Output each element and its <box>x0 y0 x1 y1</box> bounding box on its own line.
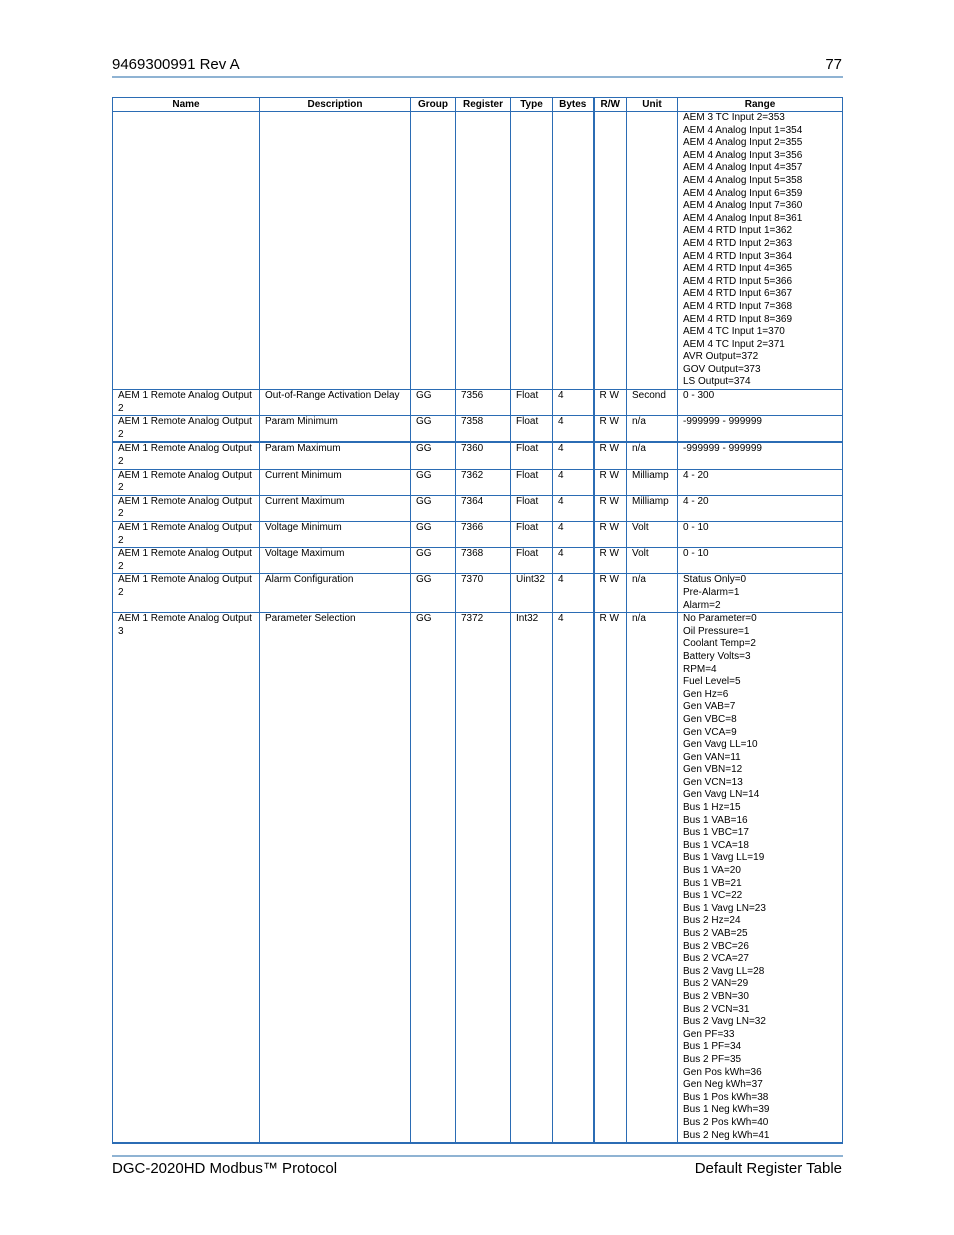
cell-bytes: 4 <box>553 522 594 548</box>
range-value: Bus 1 PF=34 <box>683 1041 742 1053</box>
cell-description: Param Maximum <box>260 442 411 469</box>
range-value: Bus 2 Vavg LL=28 <box>683 965 765 977</box>
cell-register: 7360 <box>456 442 511 469</box>
cell-group: GG <box>411 390 456 416</box>
cell-rw: R W <box>594 416 627 443</box>
cell-description: Voltage Maximum <box>260 548 411 574</box>
range-value: Gen VBC=8 <box>683 713 737 725</box>
cell-rw <box>594 112 627 390</box>
range-value: AEM 4 RTD Input 7=368 <box>683 300 793 312</box>
cell-register: 7366 <box>456 522 511 548</box>
cell-range <box>678 112 843 390</box>
table-row <box>113 613 843 1143</box>
cell-unit: n/a <box>627 574 678 613</box>
range-value: Bus 2 VCN=31 <box>683 1003 750 1015</box>
cell-description: Alarm Configuration <box>260 574 411 613</box>
cell-type: Float <box>511 548 553 574</box>
range-value: Bus 1 VBC=17 <box>683 827 749 839</box>
cell-rw: R W <box>594 495 627 521</box>
cell-group: GG <box>411 495 456 521</box>
range-value: AEM 3 TC Input 2=353 <box>683 112 785 123</box>
range-value: AVR Output=372 <box>683 351 759 363</box>
column-header-rw: R/W <box>594 98 627 112</box>
cell-rw: R W <box>594 390 627 416</box>
table-row <box>113 416 843 443</box>
range-value: AEM 4 RTD Input 5=366 <box>683 275 793 287</box>
cell-group: GG <box>411 416 456 443</box>
column-header-register: Register <box>456 98 511 112</box>
cell-register: 7358 <box>456 416 511 443</box>
column-header-description: Description <box>260 98 411 112</box>
column-header-group: Group <box>411 98 456 112</box>
cell-description <box>260 112 411 390</box>
page-footer <box>112 1160 842 1180</box>
range-value: AEM 4 RTD Input 8=369 <box>683 313 793 325</box>
range-value: Oil Pressure=1 <box>683 625 750 637</box>
cell-unit: Volt <box>627 548 678 574</box>
cell-register: 7370 <box>456 574 511 613</box>
register-table <box>112 97 843 1144</box>
cell-range <box>678 469 843 495</box>
range-value: AEM 4 RTD Input 6=367 <box>683 288 793 300</box>
table-header-row <box>113 98 843 112</box>
range-value: Gen VCA=9 <box>683 726 737 738</box>
range-value: AEM 4 RTD Input 1=362 <box>683 225 793 237</box>
cell-description: Voltage Minimum <box>260 522 411 548</box>
range-value: Bus 1 Pos kWh=38 <box>683 1091 769 1103</box>
range-value: Gen Vavg LL=10 <box>683 739 758 751</box>
cell-type: Float <box>511 442 553 469</box>
range-value: Bus 2 Pos kWh=40 <box>683 1116 769 1128</box>
cell-type: Float <box>511 469 553 495</box>
range-value: Bus 1 Vavg LN=23 <box>683 902 766 914</box>
range-value: Bus 1 VB=21 <box>683 877 742 889</box>
cell-unit: Volt <box>627 522 678 548</box>
range-value: Bus 1 VC=22 <box>683 890 743 902</box>
cell-type: Float <box>511 495 553 521</box>
cell-rw: R W <box>594 548 627 574</box>
cell-name: AEM 1 Remote Analog Output 2 <box>113 390 260 416</box>
cell-range <box>678 416 843 443</box>
cell-description: Current Maximum <box>260 495 411 521</box>
table-row <box>113 548 843 574</box>
range-value: AEM 4 RTD Input 4=365 <box>683 263 793 275</box>
range-value: 0 - 10 <box>683 522 709 533</box>
cell-register <box>456 112 511 390</box>
cell-range <box>678 442 843 469</box>
range-value: Bus 2 Vavg LN=32 <box>683 1016 766 1028</box>
cell-description: Param Minimum <box>260 416 411 443</box>
range-value: LS Output=374 <box>683 376 751 388</box>
cell-rw: R W <box>594 613 627 1143</box>
range-value: AEM 4 Analog Input 7=360 <box>683 200 803 212</box>
range-value: 0 - 10 <box>683 548 709 560</box>
range-value: Gen Pos kWh=36 <box>683 1066 762 1078</box>
cell-unit: Milliamp <box>627 495 678 521</box>
cell-group <box>411 112 456 390</box>
range-value: Gen Neg kWh=37 <box>683 1079 763 1091</box>
cell-register: 7356 <box>456 390 511 416</box>
cell-unit <box>627 112 678 390</box>
cell-group: GG <box>411 442 456 469</box>
range-value: Bus 2 PF=35 <box>683 1053 742 1065</box>
cell-type: Int32 <box>511 613 553 1143</box>
range-value: Gen Hz=6 <box>683 688 729 700</box>
range-value: Bus 1 Neg kWh=39 <box>683 1104 770 1116</box>
range-value: Gen PF=33 <box>683 1028 735 1040</box>
table-body <box>113 112 843 1144</box>
range-value: Fuel Level=5 <box>683 676 741 688</box>
cell-range <box>678 522 843 548</box>
cell-type <box>511 112 553 390</box>
column-header-bytes: Bytes <box>553 98 594 112</box>
range-value: AEM 4 TC Input 1=370 <box>683 326 785 338</box>
cell-type: Float <box>511 416 553 443</box>
cell-group: GG <box>411 574 456 613</box>
range-value: Bus 1 VA=20 <box>683 865 741 877</box>
cell-register: 7372 <box>456 613 511 1143</box>
range-value: No Parameter=0 <box>683 613 757 625</box>
cell-group: GG <box>411 613 456 1143</box>
cell-register: 7364 <box>456 495 511 521</box>
range-value: Gen Vavg LN=14 <box>683 789 760 801</box>
cell-name: AEM 1 Remote Analog Output 2 <box>113 416 260 443</box>
cell-name <box>113 112 260 390</box>
range-value: AEM 4 RTD Input 3=364 <box>683 250 793 262</box>
cell-bytes: 4 <box>553 574 594 613</box>
range-value: Bus 2 VCA=27 <box>683 953 749 965</box>
cell-type: Float <box>511 522 553 548</box>
range-value: Bus 2 Hz=24 <box>683 915 741 927</box>
range-value: GOV Output=373 <box>683 363 761 375</box>
cell-range <box>678 574 843 613</box>
range-value: AEM 4 RTD Input 2=363 <box>683 237 793 249</box>
cell-register: 7362 <box>456 469 511 495</box>
cell-name: AEM 1 Remote Analog Output 2 <box>113 574 260 613</box>
cell-rw: R W <box>594 522 627 548</box>
range-value: Bus 2 VBN=30 <box>683 990 749 1002</box>
cell-description: Out-of-Range Activation Delay <box>260 390 411 416</box>
table-row <box>113 442 843 469</box>
cell-range <box>678 613 843 1143</box>
cell-name: AEM 1 Remote Analog Output 2 <box>113 522 260 548</box>
range-value: Bus 1 Vavg LL=19 <box>683 852 765 864</box>
range-value: Bus 2 Neg kWh=41 <box>683 1129 770 1141</box>
range-value: Gen VCN=13 <box>683 776 743 788</box>
cell-unit: n/a <box>627 416 678 443</box>
cell-range <box>678 548 843 574</box>
range-value: 4 - 20 <box>683 495 709 507</box>
range-value: Bus 1 Hz=15 <box>683 802 741 814</box>
cell-register: 7368 <box>456 548 511 574</box>
footer-section: Default Register Table <box>694 1160 842 1177</box>
range-value: -999999 - 999999 <box>683 443 762 455</box>
cell-name: AEM 1 Remote Analog Output 2 <box>113 548 260 574</box>
range-value: Alarm=2 <box>683 599 721 611</box>
cell-type: Uint32 <box>511 574 553 613</box>
cell-unit: n/a <box>627 613 678 1143</box>
range-value: AEM 4 Analog Input 3=356 <box>683 149 803 161</box>
range-value: Status Only=0 <box>683 574 747 586</box>
range-value: Bus 2 VBC=26 <box>683 940 749 952</box>
cell-group: GG <box>411 548 456 574</box>
page-header <box>112 56 842 76</box>
page-number: 77 <box>825 56 842 73</box>
column-header-unit: Unit <box>627 98 678 112</box>
cell-unit: Milliamp <box>627 469 678 495</box>
range-value: 4 - 20 <box>683 469 709 481</box>
cell-rw: R W <box>594 442 627 469</box>
cell-bytes: 4 <box>553 495 594 521</box>
range-value: Gen VBN=12 <box>683 764 743 776</box>
footer-divider <box>112 1155 843 1157</box>
cell-bytes: 4 <box>553 416 594 443</box>
cell-name: AEM 1 Remote Analog Output 2 <box>113 495 260 521</box>
header-divider <box>112 76 843 78</box>
cell-name: AEM 1 Remote Analog Output 3 <box>113 613 260 1143</box>
range-value: Coolant Temp=2 <box>683 638 756 650</box>
range-value: Bus 2 VAB=25 <box>683 928 748 939</box>
cell-rw: R W <box>594 469 627 495</box>
cell-description: Current Minimum <box>260 469 411 495</box>
cell-unit: n/a <box>627 442 678 469</box>
range-value: Pre-Alarm=1 <box>683 586 740 598</box>
range-value: Bus 2 VAN=29 <box>683 978 749 990</box>
document-number: 9469300991 Rev A <box>112 56 240 73</box>
cell-unit: Second <box>627 390 678 416</box>
cell-bytes: 4 <box>553 548 594 574</box>
table-row <box>113 522 843 548</box>
table-row <box>113 574 843 613</box>
cell-group: GG <box>411 469 456 495</box>
footer-title: DGC-2020HD Modbus™ Protocol <box>112 1160 338 1177</box>
range-value: RPM=4 <box>683 663 717 675</box>
cell-bytes: 4 <box>553 613 594 1143</box>
range-value: AEM 4 Analog Input 5=358 <box>683 174 803 186</box>
range-value: Bus 1 VCA=18 <box>683 839 749 851</box>
range-value: AEM 4 Analog Input 6=359 <box>683 187 803 199</box>
cell-type: Float <box>511 390 553 416</box>
cell-rw: R W <box>594 574 627 613</box>
cell-bytes: 4 <box>553 442 594 469</box>
range-value: -999999 - 999999 <box>683 416 762 428</box>
cell-bytes <box>553 112 594 390</box>
range-value: AEM 4 TC Input 2=371 <box>683 338 785 350</box>
range-value: 0 - 300 <box>683 390 715 402</box>
cell-range <box>678 390 843 416</box>
table-row <box>113 390 843 416</box>
range-value: AEM 4 Analog Input 4=357 <box>683 162 803 174</box>
cell-description: Parameter Selection <box>260 613 411 1143</box>
table-row <box>113 495 843 521</box>
cell-name: AEM 1 Remote Analog Output 2 <box>113 442 260 469</box>
cell-bytes: 4 <box>553 390 594 416</box>
range-value: Bus 1 VAB=16 <box>683 814 748 826</box>
column-header-name: Name <box>113 98 260 112</box>
range-value: AEM 4 Analog Input 1=354 <box>683 124 803 136</box>
cell-group: GG <box>411 522 456 548</box>
cell-bytes: 4 <box>553 469 594 495</box>
column-header-range: Range <box>678 98 843 112</box>
range-value: AEM 4 Analog Input 8=361 <box>683 212 803 224</box>
range-value: Gen VAB=7 <box>683 701 736 713</box>
range-value: Battery Volts=3 <box>683 650 751 662</box>
table-row <box>113 469 843 495</box>
cell-range <box>678 495 843 521</box>
range-value: AEM 4 Analog Input 2=355 <box>683 137 803 149</box>
range-value: Gen VAN=11 <box>683 751 741 763</box>
column-header-type: Type <box>511 98 553 112</box>
cell-name: AEM 1 Remote Analog Output 2 <box>113 469 260 495</box>
table-row <box>113 112 843 390</box>
